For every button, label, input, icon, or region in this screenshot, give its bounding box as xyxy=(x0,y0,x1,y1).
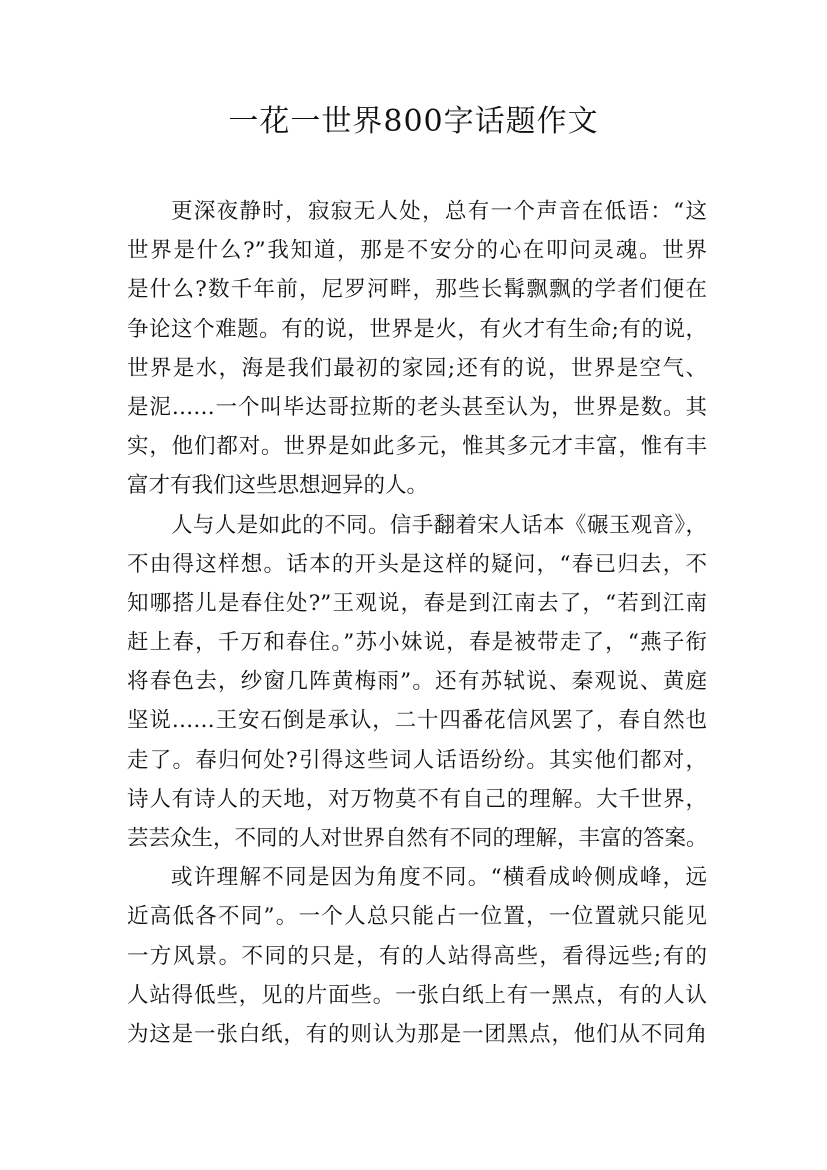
text-line: 一方风景。不同的只是，有的人站得高些，看得远些;有的 xyxy=(127,943,707,969)
document-body xyxy=(127,192,707,1054)
text-line: 争论这个难题。有的说，世界是火，有火才有生命;有的说， xyxy=(127,316,707,342)
text-line: 芸芸众生，不同的人对世界自然有不同的理解，丰富的答案。 xyxy=(127,826,708,851)
text-line: 是泥……一个叫毕达哥拉斯的老头甚至认为，世界是数。其 xyxy=(127,394,707,420)
text-line: 近高低各不同”。一个人总只能占一位置，一位置就只能见 xyxy=(127,904,707,930)
text-line: 人站得低些，见的片面些。一张白纸上有一黑点，有的人认 xyxy=(127,982,707,1008)
text-line: 诗人有诗人的天地，对万物莫不有自己的理解。大千世界， xyxy=(127,786,707,812)
text-line: 为这是一张白纸，有的则认为那是一团黑点，他们从不同角 xyxy=(127,1021,707,1047)
text-line: 更深夜静时，寂寂无人处，总有一个声音在低语：“这 xyxy=(171,199,707,224)
text-line: 不由得这样想。话本的开头是这样的疑问，“春已归去，不 xyxy=(127,551,707,577)
text-line: 世界是什么?”我知道，那是不安分的心在叩问灵魂。世界 xyxy=(127,238,707,264)
text-line: 或许理解不同是因为角度不同。“横看成岭侧成峰，远 xyxy=(171,865,707,891)
text-line: 是什么?数千年前，尼罗河畔，那些长髯飘飘的学者们便在 xyxy=(127,277,707,303)
text-line: 知哪搭儿是春住处?”王观说，春是到江南去了，“若到江南 xyxy=(127,590,707,616)
text-line: 将春色去，纱窗几阵黄梅雨”。还有苏轼说、秦观说、黄庭 xyxy=(127,669,707,695)
text-line: 赶上春，千万和春住。”苏小妹说，春是被带走了，“燕子衔 xyxy=(127,630,707,656)
text-line: 实，他们都对。世界是如此多元，惟其多元才丰富，惟有丰 xyxy=(127,434,707,460)
text-line: 富才有我们这些思想迥异的人。 xyxy=(127,473,429,499)
text-line: 坚说……王安石倒是承认，二十四番花信风罢了，春自然也 xyxy=(127,708,707,734)
document-title: 一花一世界800字话题作文 xyxy=(228,104,599,139)
text-line: 世界是水，海是我们最初的家园;还有的说，世界是空气、 xyxy=(127,355,707,381)
text-line: 走了。春归何处?引得这些词人话语纷纷。其实他们都对， xyxy=(127,747,707,773)
text-line: 人与人是如此的不同。信手翻着宋人话本《碾玉观音》， xyxy=(171,512,707,538)
